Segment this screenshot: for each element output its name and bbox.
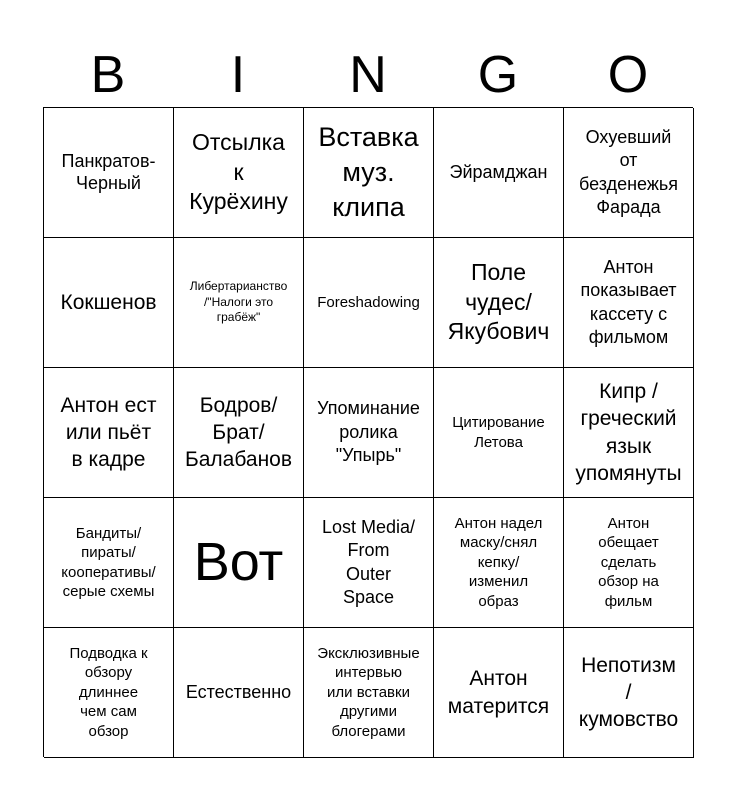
bingo-cell[interactable]: Охуевший от безденежья Фарада xyxy=(564,108,694,238)
bingo-cell[interactable]: Цитирование Летова xyxy=(434,368,564,498)
bingo-cell[interactable]: Антон показывает кассету с фильмом xyxy=(564,238,694,368)
bingo-cell[interactable]: Антон ест или пьёт в кадре xyxy=(44,368,174,498)
bingo-cell[interactable]: Непотизм / кумовство xyxy=(564,628,694,758)
bingo-cell[interactable]: Упоминание ролика "Упырь" xyxy=(304,368,434,498)
title-letter-o: O xyxy=(607,46,649,104)
bingo-cell[interactable]: Бодров/ Брат/ Балабанов xyxy=(174,368,304,498)
bingo-cell[interactable]: Поле чудес/ Якубович xyxy=(434,238,564,368)
bingo-cell[interactable]: Антон обещает сделать обзор на фильм xyxy=(564,498,694,628)
title-letter-i: I xyxy=(230,46,246,104)
bingo-cell[interactable]: Эйрамджан xyxy=(434,108,564,238)
bingo-cell[interactable]: Foreshadowing xyxy=(304,238,434,368)
bingo-cell[interactable]: Кипр / греческий язык упомянуты xyxy=(564,368,694,498)
bingo-cell[interactable]: Эксклюзивные интервью или вставки другими блогерами xyxy=(304,628,434,758)
title-letter-b: B xyxy=(90,46,126,104)
bingo-cell[interactable]: Отсылка к Курёхину xyxy=(174,108,304,238)
bingo-cell[interactable]: Бандиты/ пираты/ кооперативы/ серые схемы xyxy=(44,498,174,628)
bingo-title xyxy=(43,40,693,110)
bingo-cell[interactable]: Lost Media/ From Outer Space xyxy=(304,498,434,628)
bingo-cell-free[interactable]: Вот xyxy=(174,498,304,628)
bingo-cell[interactable]: Естественно xyxy=(174,628,304,758)
bingo-cell[interactable]: Либертарианство /"Налоги это грабёж" xyxy=(174,238,304,368)
bingo-cell[interactable]: Антон матерится xyxy=(434,628,564,758)
bingo-cell[interactable]: Подводка к обзору длиннее чем сам обзор xyxy=(44,628,174,758)
bingo-grid xyxy=(43,107,693,757)
bingo-cell[interactable]: Кокшенов xyxy=(44,238,174,368)
title-letter-g: G xyxy=(477,46,519,104)
bingo-cell[interactable]: Панкратов- Черный xyxy=(44,108,174,238)
title-letter-n: N xyxy=(349,46,387,104)
bingo-cell[interactable]: Антон надел маску/снял кепку/ изменил образ xyxy=(434,498,564,628)
bingo-cell[interactable]: Вставка муз. клипа xyxy=(304,108,434,238)
